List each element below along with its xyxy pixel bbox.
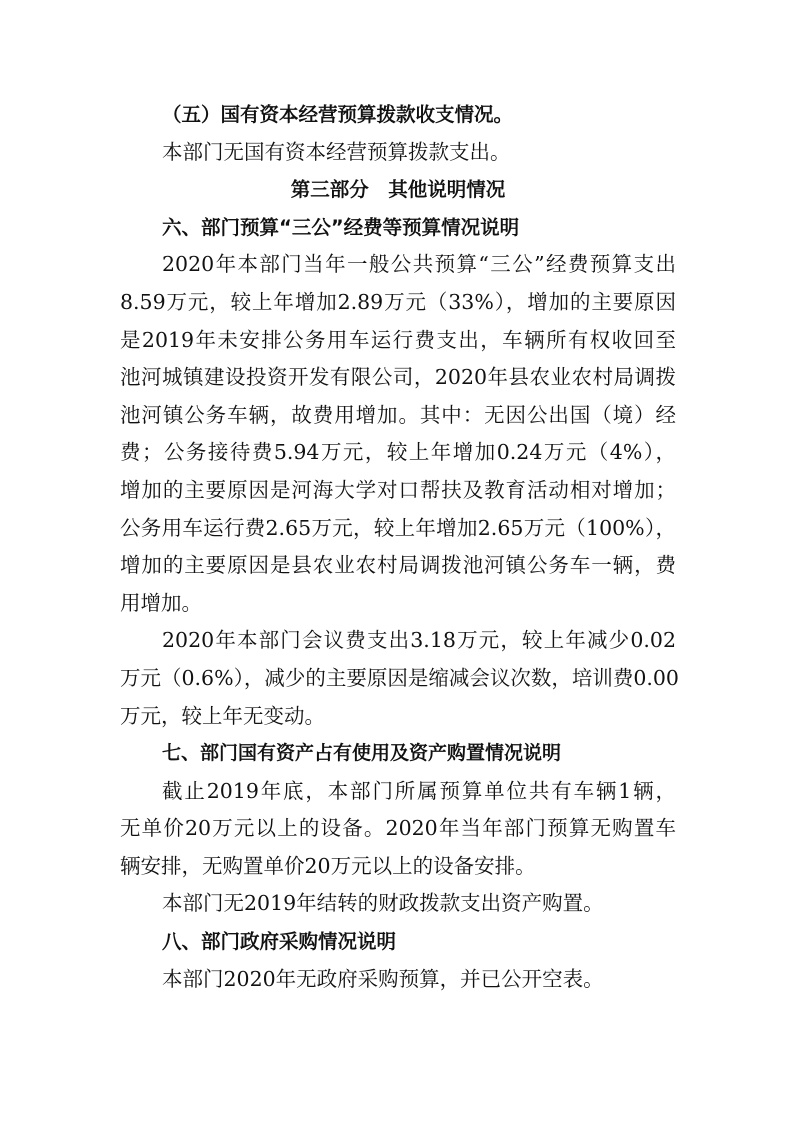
section5-text: 本部门无国有资本经营预算拨款支出。 (162, 139, 511, 164)
document-page (120, 96, 679, 998)
paragraph-line: 8.59万元，较上年增加2.89万元（33%），增加的主要原因 (120, 289, 676, 314)
section7-paragraph-2: 本部门无2019年结转的财政拨款支出资产购置。 (162, 891, 604, 916)
section6-title: 六、部门预算“三公”经费等预算情况说明 (162, 215, 520, 239)
section7-title: 七、部门国有资产占有使用及资产购置情况说明 (162, 742, 562, 765)
paragraph-line: 万元，较上年无变动。 (120, 703, 325, 728)
paragraph-line: 2020年本部门会议费支出3.18万元，较上年减少0.02 (162, 628, 676, 653)
paragraph-line: 公务用车运行费2.65万元，较上年增加2.65万元（100%）， (120, 515, 676, 540)
section8-title: 八、部门政府采购情况说明 (162, 930, 397, 954)
section7-paragraph-1 (120, 773, 676, 886)
paragraph-line: 增加的主要原因是县农业农村局调拨池河镇公务车一辆，费 (120, 553, 676, 578)
paragraph-line: 是2019年未安排公务用车运行费支出，车辆所有权收回至 (120, 327, 676, 352)
paragraph-line: 万元（0.6%），减少的主要原因是缩减会议次数，培训费0.00 (120, 665, 679, 690)
section5-title: （五）国有资本经营预算拨款收支情况。 (162, 103, 514, 126)
paragraph-line: 费；公务接待费5.94万元，较上年增加0.24万元（4%）， (120, 440, 676, 465)
paragraph-line: 无单价20万元以上的设备。2020年当年部门预算无购置车 (120, 816, 676, 841)
paragraph-line: 池河城镇建设投资开发有限公司，2020年县农业农村局调拨 (120, 365, 676, 390)
paragraph-line: 用增加。 (120, 590, 202, 615)
part3-title: 第三部分 其他说明情况 (290, 178, 506, 202)
paragraph-line: 截止2019年底，本部门所属预算单位共有车辆1辆， (162, 778, 676, 803)
section6-paragraph-1 (120, 246, 676, 622)
paragraph-line: 池河镇公务车辆，故费用增加。其中：无因公出国（境）经 (120, 402, 676, 427)
paragraph-line: 增加的主要原因是河海大学对口帮扶及教育活动相对增加； (120, 477, 676, 502)
paragraph-line: 辆安排，无购置单价20万元以上的设备安排。 (120, 853, 536, 878)
section8-text: 本部门2020年无政府采购预算，并已公开空表。 (162, 966, 604, 991)
paragraph-line: 2020年本部门当年一般公共预算“三公”经费预算支出 (162, 252, 676, 277)
section6-paragraph-2 (120, 622, 679, 735)
